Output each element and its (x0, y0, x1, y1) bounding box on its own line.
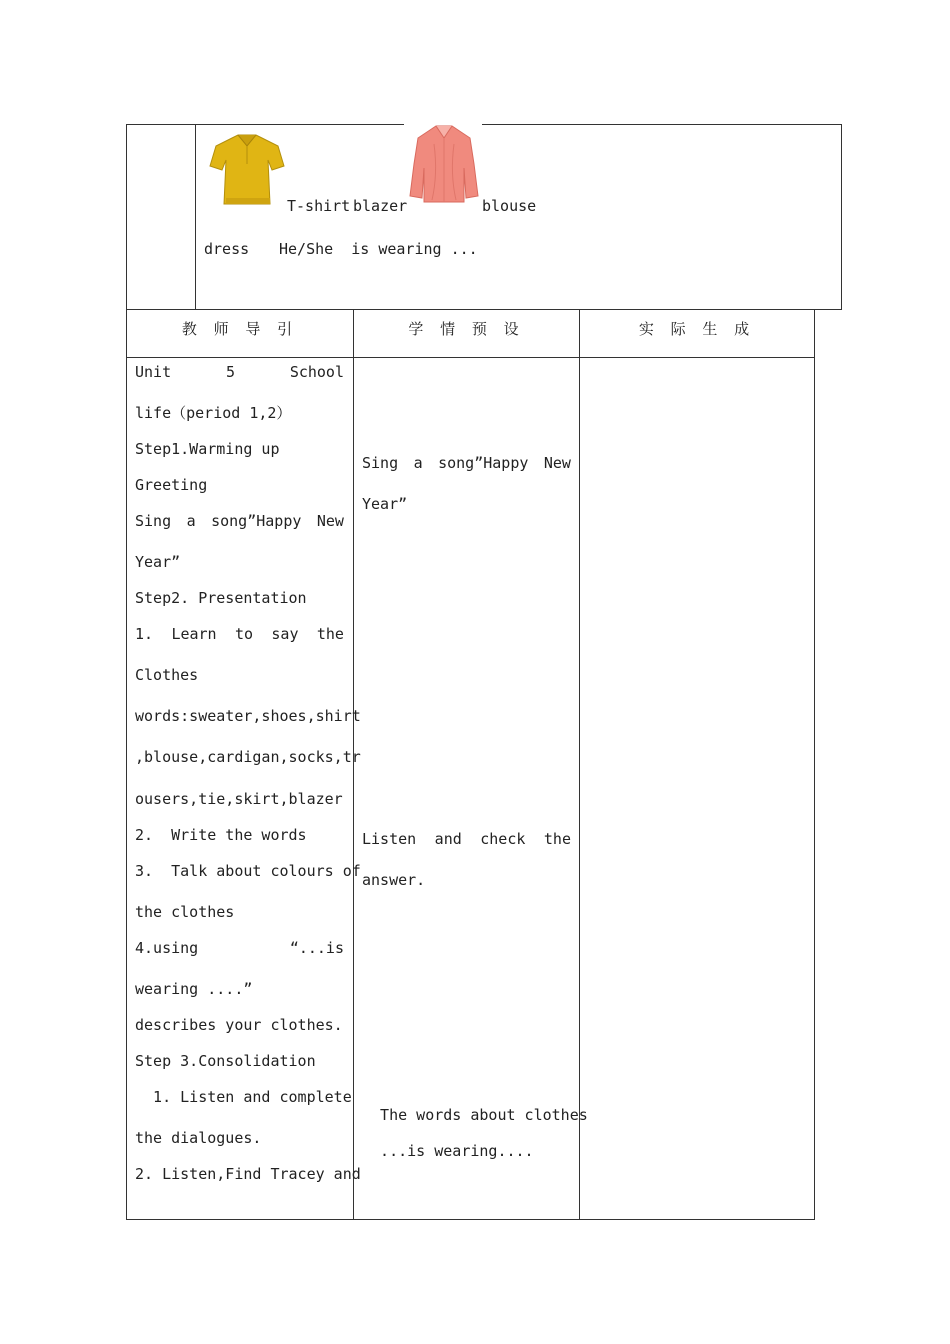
col1-line: Step1.Warming up (135, 440, 280, 458)
col1-using-line: 4.using “...is (135, 939, 344, 957)
col1-line: life（period 1,2） (135, 404, 292, 422)
col1-line: 1. Listen and complete (135, 1088, 352, 1106)
word-dress: dress (204, 240, 250, 258)
col1-line: words:sweater,shoes,shirt (135, 707, 361, 725)
tshirt-image (208, 134, 286, 206)
col1-line: Step 3.Consolidation (135, 1052, 316, 1070)
col2-line: answer. (362, 871, 426, 889)
word-blouse: blouse (482, 197, 537, 215)
col2-listen-line: Listen and check the (362, 830, 571, 848)
col2-line: ...is wearing.... (362, 1142, 534, 1160)
col1-line: 3. Talk about colours of (135, 862, 361, 880)
sentence-pattern: He/She is wearing ... (279, 240, 478, 258)
col1-line: ,blouse,cardigan,socks,tr (135, 748, 361, 766)
col2-line: Year” (362, 495, 408, 513)
header-student-preset: 学 情 预 设 (408, 320, 525, 338)
col2-line: The words about clothes (362, 1106, 588, 1124)
col1-line: ousers,tie,skirt,blazer (135, 790, 343, 808)
col1-line: 2. Write the words (135, 826, 307, 844)
unit-word: Unit (135, 363, 172, 381)
word-blazer: blazer (353, 197, 408, 215)
col2-sing-line: Sing a song”Happy New (362, 454, 571, 472)
unit-number: 5 (225, 363, 235, 381)
col1-line: Step2. Presentation (135, 589, 307, 607)
blouse-image (408, 124, 480, 204)
col1-line: the dialogues. (135, 1129, 262, 1147)
col1-line: describes your clothes. (135, 1016, 343, 1034)
header-teacher-guide: 教 师 导 引 (181, 320, 299, 338)
col1-line: wearing ....” (135, 980, 253, 998)
col1-learn-line: 1. Learn to say the (135, 625, 344, 643)
col1-unit-line (135, 363, 344, 381)
header-actual-result: 实 际 生 成 (638, 320, 756, 338)
word-tshirt: T-shirt (287, 197, 351, 215)
col1-line: Clothes (135, 666, 199, 684)
unit-title: School (289, 363, 344, 381)
col1-line: 2. Listen,Find Tracey and (135, 1165, 361, 1183)
col1-line: Year” (135, 553, 181, 571)
col1-line: Greeting (135, 476, 208, 494)
col1-sing-line: Sing a song”Happy New (135, 512, 344, 530)
col1-line: the clothes (135, 903, 235, 921)
